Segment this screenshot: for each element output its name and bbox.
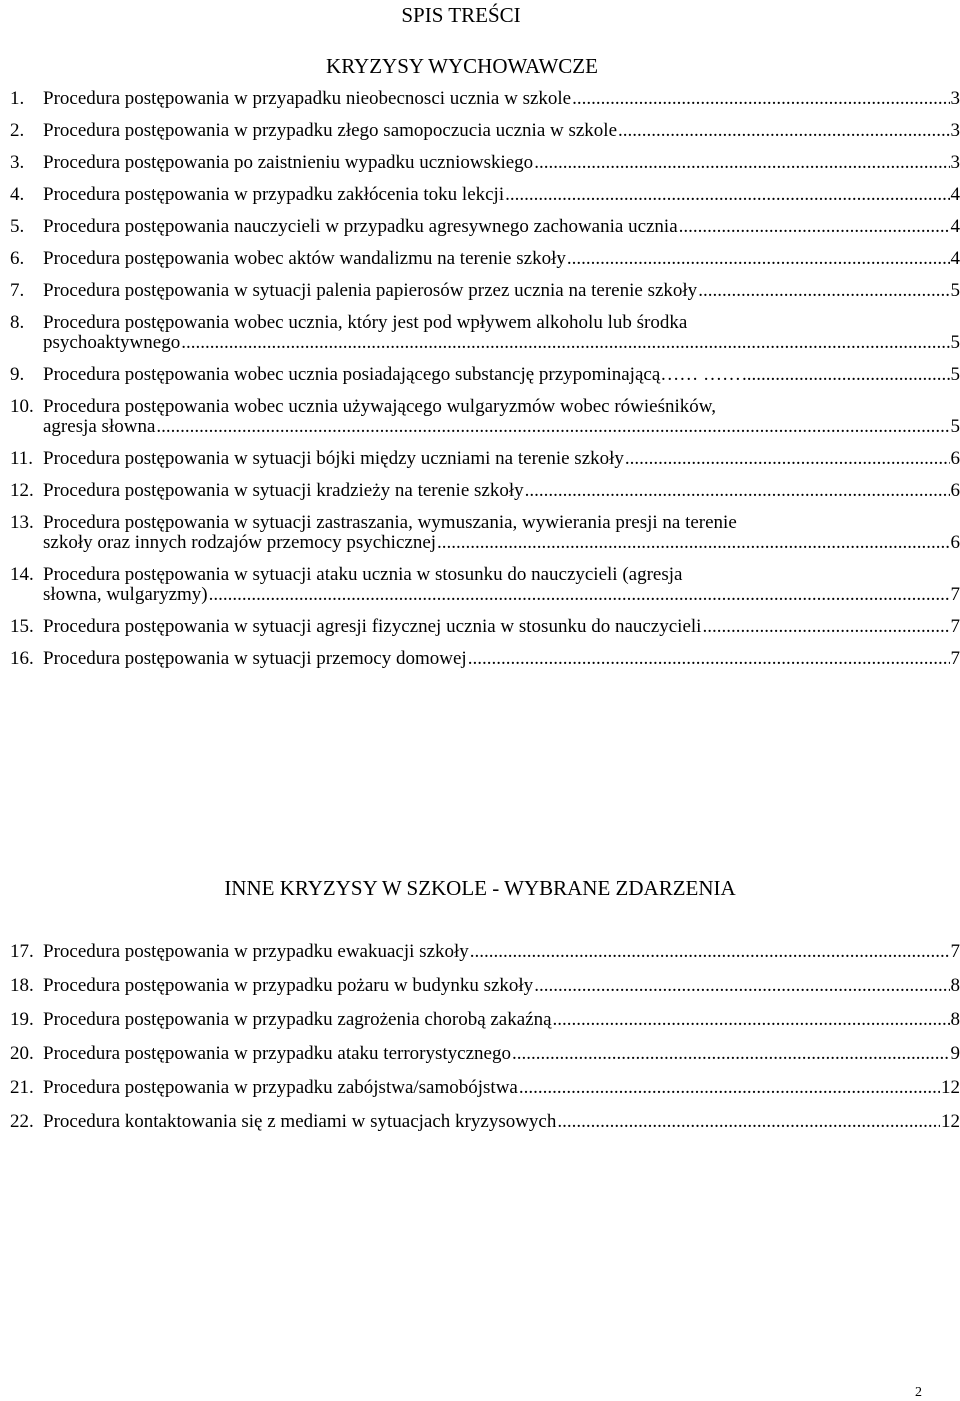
toc-entry-body: [43, 281, 960, 301]
toc-entry-body: [43, 565, 960, 605]
toc-entry-title-line: [43, 281, 960, 301]
toc-entry[interactable]: [10, 513, 960, 553]
toc-entry-body: [43, 975, 960, 996]
toc-entry-number: 17.: [10, 941, 34, 962]
toc-entry[interactable]: [10, 941, 960, 962]
toc-entry[interactable]: [10, 1111, 960, 1132]
toc-entry-title-line: [43, 1077, 960, 1098]
toc-entry-body: [43, 617, 960, 637]
toc-entry-number: 18.: [10, 975, 34, 996]
section-heading-kryzysy-wychowawcze: KRYZYSY WYCHOWAWCZE: [326, 54, 598, 78]
toc-entry-title: Procedura postępowania w przypadku zakłócenia toku lekcji: [43, 184, 505, 205]
toc-entry-number: 22.: [10, 1111, 34, 1132]
toc-entry-body: [43, 249, 960, 269]
toc-entry-page: 4: [950, 184, 960, 205]
toc-entry-number: 7.: [10, 280, 25, 301]
toc-entry-number: 9.: [10, 364, 25, 385]
toc-entry-body: [43, 397, 960, 437]
toc-entry-page: 12: [941, 1077, 960, 1098]
toc-entry-title-line: [43, 185, 960, 205]
toc-entry-page: 7: [950, 941, 960, 962]
toc-entry[interactable]: [10, 1009, 960, 1030]
dot-leader: [679, 217, 950, 237]
toc-entry-page: 7: [950, 584, 960, 605]
toc-entry-number: 20.: [10, 1043, 34, 1064]
toc-entry-title: Procedura postępowania w sytuacji kradzieży na terenie szkoły: [43, 480, 524, 501]
toc-entry[interactable]: [10, 249, 960, 269]
toc-entry-title: Procedura postępowania w przypadku ewakuacji szkoły: [43, 941, 469, 962]
toc-entry-title: Procedura postępowania w przypadku zagrożenia chorobą zakaźną: [43, 1009, 552, 1030]
toc-entry-title-line: [43, 617, 960, 637]
toc-entry[interactable]: [10, 449, 960, 469]
toc-entry-title-line: [43, 585, 960, 605]
toc-entry-title: agresja słowna: [43, 416, 156, 437]
toc-entry-page: 5: [950, 280, 960, 301]
toc-entry-title-line: [43, 1009, 960, 1030]
toc-list-section1: [10, 89, 960, 681]
toc-entry-number: 13.: [10, 512, 34, 533]
toc-entry-title: Procedura postępowania w przyapadku nieobecnosci ucznia w szkole: [43, 88, 572, 109]
dot-leader: [437, 533, 949, 553]
toc-entry-body: [43, 365, 960, 385]
dot-leader: [525, 481, 950, 501]
toc-entry-title-line: [43, 217, 960, 237]
toc-entry-body: [43, 481, 960, 501]
dot-leader: [553, 1009, 950, 1030]
toc-entry-body: [43, 1043, 960, 1064]
toc-entry-number: 2.: [10, 120, 25, 141]
toc-entry-page: 6: [950, 480, 960, 501]
toc-entry-page: 6: [950, 448, 960, 469]
toc-entry-number: 16.: [10, 648, 34, 669]
toc-entry-page: 3: [950, 88, 960, 109]
toc-entry-number: 4.: [10, 184, 25, 205]
dot-leader: [567, 249, 950, 269]
toc-list-section2: [10, 941, 960, 1145]
toc-entry-number: 12.: [10, 480, 34, 501]
dot-leader: [505, 185, 949, 205]
toc-entry-page: 12: [941, 1111, 960, 1132]
toc-entry-body: [43, 89, 960, 109]
toc-entry[interactable]: [10, 185, 960, 205]
dot-leader: [156, 417, 949, 437]
toc-entry-number: 10.: [10, 396, 34, 417]
toc-entry[interactable]: [10, 649, 960, 669]
dot-leader: [209, 585, 950, 605]
toc-entry[interactable]: [10, 89, 960, 109]
dot-leader: [557, 1111, 940, 1132]
toc-entry-title: Procedura postępowania w przypadku zabójstwa/samobójstwa: [43, 1077, 518, 1098]
toc-entry-title: szkoły oraz innych rodzajów przemocy psychicznej: [43, 532, 437, 553]
toc-entry-title-line: [43, 449, 960, 469]
toc-entry-number: 3.: [10, 152, 25, 173]
toc-entry-title: Procedura postępowania w sytuacji ataku ucznia w stosunku do nauczycieli (agresja: [43, 564, 683, 585]
toc-entry-body: [43, 1077, 960, 1098]
toc-entry-title: Procedura postępowania w przypadku złego samopoczucia ucznia w szkole: [43, 120, 618, 141]
toc-entry-body: [43, 121, 960, 141]
toc-entry-title: Procedura postępowania w sytuacji przemocy domowej: [43, 648, 467, 669]
toc-entry-number: 5.: [10, 216, 25, 237]
dot-leader: [742, 365, 950, 385]
toc-entry-page: 5: [950, 332, 960, 353]
toc-entry-page: 6: [950, 532, 960, 553]
toc-entry[interactable]: [10, 1077, 960, 1098]
toc-entry-page: 3: [950, 152, 960, 173]
toc-entry-title: Procedura postępowania w sytuacji palenia papierosów przez ucznia na terenie szkoły: [43, 280, 698, 301]
toc-entry-number: 14.: [10, 564, 34, 585]
toc-entry[interactable]: [10, 217, 960, 237]
dot-leader: [534, 153, 949, 173]
toc-entry-title: Procedura postępowania wobec ucznia posiadającego substancję przypominającą…… ……: [43, 364, 741, 385]
page-title: SPIS TREŚCI: [401, 3, 521, 27]
toc-entry-page: 4: [950, 248, 960, 269]
toc-entry-title-line: [43, 941, 960, 962]
toc-entry-title: Procedura postępowania w przypadku pożaru w budynku szkoły: [43, 975, 534, 996]
toc-entry-title-line: [43, 333, 960, 353]
dot-leader: [519, 1077, 940, 1098]
toc-entry[interactable]: [10, 153, 960, 173]
toc-entry[interactable]: [10, 565, 960, 605]
toc-entry-title-line: [43, 417, 960, 437]
toc-entry-title: Procedura postępowania po zaistnieniu wypadku uczniowskiego: [43, 152, 534, 173]
page-number: 2: [915, 1385, 922, 1400]
toc-entry-title: Procedura kontaktowania się z mediami w sytuacjach kryzysowych: [43, 1111, 557, 1132]
dot-leader: [698, 281, 949, 301]
toc-entry-page: 5: [950, 416, 960, 437]
toc-entry-number: 8.: [10, 312, 25, 333]
toc-entry-title-line: [43, 153, 960, 173]
toc-entry-title-line: [43, 1043, 960, 1064]
toc-entry[interactable]: [10, 397, 960, 437]
dot-leader: [702, 617, 949, 637]
toc-entry[interactable]: [10, 1043, 960, 1064]
toc-entry-title: psychoaktywnego: [43, 332, 181, 353]
toc-entry[interactable]: [10, 121, 960, 141]
dot-leader: [470, 941, 950, 962]
toc-entry-title-line: [43, 121, 960, 141]
toc-entry-page: 8: [950, 1009, 960, 1030]
toc-entry-title: Procedura postępowania w sytuacji zastraszania, wymuszania, wywierania presji na terenie: [43, 512, 737, 533]
toc-entry-body: [43, 1009, 960, 1030]
toc-entry[interactable]: [10, 313, 960, 353]
toc-entry[interactable]: [10, 617, 960, 637]
toc-entry[interactable]: [10, 481, 960, 501]
dot-leader: [534, 975, 949, 996]
toc-entry-body: [43, 1111, 960, 1132]
toc-entry-page: 7: [950, 648, 960, 669]
dot-leader: [618, 121, 949, 141]
toc-entry-body: [43, 941, 960, 962]
toc-entry-page: 5: [950, 364, 960, 385]
toc-entry-title-line: [43, 365, 960, 385]
toc-entry-title: Procedura postępowania wobec ucznia używającego wulgaryzmów wobec rówieśników,: [43, 396, 717, 417]
toc-entry-body: [43, 449, 960, 469]
toc-entry-body: [43, 313, 960, 353]
dot-leader: [181, 333, 949, 353]
toc-entry-number: 11.: [10, 448, 34, 469]
toc-entry[interactable]: [10, 281, 960, 301]
toc-entry-title: Procedura postępowania w przypadku ataku terrorystycznego: [43, 1043, 511, 1064]
toc-entry-title: Procedura postępowania wobec ucznia, który jest pod wpływem alkoholu lub środka: [43, 312, 688, 333]
toc-entry-title: słowna, wulgaryzmy): [43, 584, 208, 605]
toc-entry[interactable]: [10, 365, 960, 385]
toc-entry-page: 7: [950, 616, 960, 637]
toc-entry-page: 4: [950, 216, 960, 237]
dot-leader: [572, 89, 949, 109]
toc-entry-title-line: [43, 533, 960, 553]
toc-entry-body: [43, 513, 960, 553]
toc-entry-page: 8: [950, 975, 960, 996]
toc-entry-title-line: [43, 649, 960, 669]
section-heading-inne-kryzysy: INNE KRYZYSY W SZKOLE - WYBRANE ZDARZENIA: [224, 876, 736, 900]
toc-entry-title-line: [43, 1111, 960, 1132]
toc-entry-title-line: [43, 89, 960, 109]
toc-entry[interactable]: [10, 975, 960, 996]
toc-entry-body: [43, 185, 960, 205]
toc-entry-page: 3: [950, 120, 960, 141]
toc-entry-title: Procedura postępowania w sytuacji bójki między uczniami na terenie szkoły: [43, 448, 624, 469]
toc-entry-body: [43, 649, 960, 669]
dot-leader: [625, 449, 950, 469]
toc-entry-title: Procedura postępowania wobec aktów wandalizmu na terenie szkoły: [43, 248, 566, 269]
toc-entry-number: 19.: [10, 1009, 34, 1030]
toc-entry-body: [43, 217, 960, 237]
toc-entry-title-line: [43, 249, 960, 269]
toc-entry-number: 1.: [10, 88, 25, 109]
toc-entry-number: 21.: [10, 1077, 34, 1098]
toc-entry-body: [43, 153, 960, 173]
toc-entry-title: Procedura postępowania nauczycieli w przypadku agresywnego zachowania ucznia: [43, 216, 678, 237]
toc-entry-page: 9: [950, 1043, 960, 1064]
dot-leader: [468, 649, 950, 669]
dot-leader: [512, 1043, 950, 1064]
toc-entry-title: Procedura postępowania w sytuacji agresji fizycznej ucznia w stosunku do nauczycieli: [43, 616, 702, 637]
toc-entry-title-line: [43, 975, 960, 996]
toc-entry-title-line: [43, 481, 960, 501]
toc-entry-number: 15.: [10, 616, 34, 637]
toc-entry-number: 6.: [10, 248, 25, 269]
